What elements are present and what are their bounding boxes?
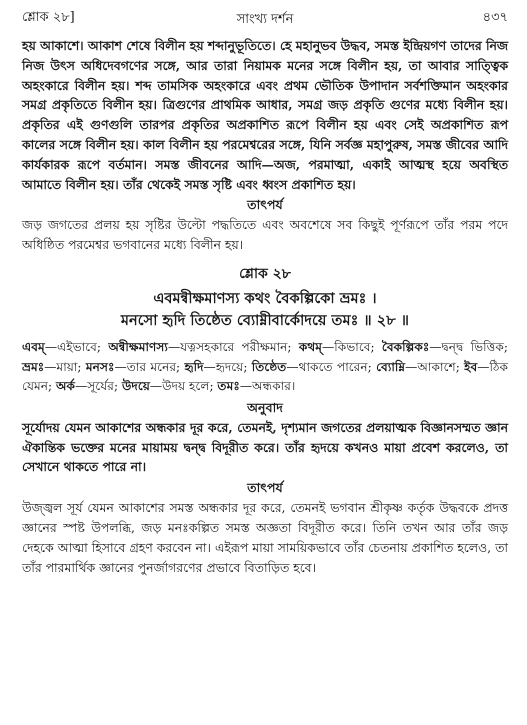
synonym-meaning: —থাকতে পারেন; bbox=[286, 359, 377, 374]
synonym-meaning: —তার মনের; bbox=[114, 359, 185, 374]
synonym-word: অন্বীক্ষমাণস্য bbox=[108, 339, 168, 354]
purport-heading: তাৎপর্য bbox=[247, 197, 283, 213]
page-header bbox=[22, 8, 508, 30]
purport-text: জড় জগতের প্রলয় হয় সৃষ্টির উল্টো পদ্ধতিতে এবং অবশেষে সব কিছুই পূর্ণরূপে তাঁর পরম পদে অধিষ্ঠিত পরমেশ্বর ভগবানের মধ্যে বিলীন হয়। bbox=[22, 217, 508, 253]
purport-text: উজ্জ্বল সূর্য যেমন আকাশের সমস্ত অন্ধকার দূর করে, তেমনই ভগবান শ্রীকৃষ্ণ কর্তৃক উদ্ধবকে প্রদত্ত জ্ঞানের স্পষ্ট উপলব্ধি, জড় মনঃকল্পিত সমস্ত অজ্ঞতা বিদূরীত করে। তিনি তখন আর তাঁর জড় দেহকে আত্মা হিসাবে গ্রহণ করবেন না। এইরূপ মায়া সাময়িকভাবে তাঁর চেতনায় প্রকাশিত হলেও, তা তাঁর পারমার্থিক জ্ঞানের পুনর্জাগরণের প্রভাবে বিতাড়িত হবে। bbox=[22, 500, 508, 575]
verse-line-1: এবমন্বীক্ষমাণস্য কথং বৈকল্পিকো ভ্রমঃ । bbox=[153, 289, 377, 307]
translation-continued: হয় আকাশে। আকাশ শেষে বিলীন হয় শব্দানুভূতিতে। হে মহানুভব উদ্ধব, সমস্ত ইন্দ্রিয়গণ তাদের নিজ নিজ উৎস অধিদেবগণের সঙ্গে, আর তারা নিয়ামক মনের সঙ্গে বিলীন হয়, তা আবার সাত্ত্বিক অহংকারে বিলীন হয়। শব্দ তামসিক অহংকারে এবং প্রথম ভৌতিক উপাদান সর্বশক্তিমান অহংকার সমগ্র প্রকৃতিতে বিলীন হয়। ত্রিগুণের প্রাথমিক আধার, সমগ্র জড় প্রকৃতি গুণের মধ্যে বিলীন হয়। প্রকৃতির এই গুণগুলি তারপর প্রকৃতির অপ্রকাশিত রূপে বিলীন হয় এবং সেই অপ্রকাশিত রূপ কালের সঙ্গে বিলীন হয়। কাল বিলীন হয় পরমেশ্বরের সঙ্গে, যিনি সর্বজ্ঞ মহাপুরুষ, সমস্ত জীবের আদি কার্যকারক রূপে বর্তমান। সমস্ত জীবনের আদি—অজ, পরমাত্মা, একাই আত্মস্থ হয়ে অবস্থিত আমাতে বিলীন হয়। তাঁর থেকেই সমস্ত সৃষ্টি এবং ধ্বংস প্রকাশিত হয়। bbox=[22, 38, 508, 192]
header-chapter-title: সাংখ্য দর্শন bbox=[236, 12, 294, 27]
translation-heading: অনুবাদ bbox=[247, 399, 283, 415]
synonym-word: তমঃ bbox=[217, 379, 240, 394]
synonym-meaning: —এইভাবে; bbox=[44, 339, 109, 354]
synonym-meaning: —দ্বন্দ্ব ভিত্তিক; bbox=[429, 339, 508, 354]
synonym-word: হৃদি bbox=[184, 359, 204, 374]
synonym-word: অর্ক bbox=[56, 379, 76, 394]
book-page bbox=[22, 8, 508, 577]
verse-title: শ্লোক ২৮ bbox=[239, 265, 291, 282]
verse-line-2: মনসো হৃদি তিষ্ঠেত ব্যোম্নীবার্কোদয়ে তমঃ ॥ ২৮ ॥ bbox=[120, 311, 410, 329]
synonym-word: ইব bbox=[464, 359, 478, 374]
word-synonyms bbox=[22, 338, 508, 397]
synonym-meaning: —হৃদয়ে; bbox=[203, 359, 252, 374]
synonym-word: উদয়ে bbox=[121, 379, 150, 394]
synonym-meaning: —উদয় হলে; bbox=[149, 379, 218, 394]
synonym-word: ভ্রমঃ bbox=[22, 359, 45, 374]
synonym-meaning: —ঠিক যেমন; bbox=[22, 359, 508, 394]
synonym-word: কথম্ bbox=[298, 339, 323, 354]
synonym-word: মনসঃ bbox=[85, 359, 115, 374]
synonym-word: বৈকল্পিকঃ bbox=[381, 339, 430, 354]
synonym-meaning: —আকাশে; bbox=[405, 359, 465, 374]
synonym-meaning: —কিভাবে; bbox=[322, 339, 382, 354]
purport-heading: তাৎপর্য bbox=[247, 480, 283, 496]
synonym-meaning: —সূর্যের; bbox=[75, 379, 122, 394]
synonym-word: ব্যোম্নি bbox=[376, 359, 406, 374]
synonym-meaning: —অন্ধকার। bbox=[239, 379, 296, 394]
translation-text: সূর্যোদয় যেমন আকাশের অন্ধকার দূর করে, তেমনই, দৃশ্যমান জগতের প্রলয়াত্মক বিজ্ঞানসম্মত জ্ঞান ঐকান্তিক ভক্তের মনের মায়াময় দ্বন্দ্ব বিদূরীত করে। তাঁর হৃদয়ে কখনও মায়া প্রবেশ করলেও, তা সেখানে থাকতে পারে না। bbox=[22, 419, 508, 475]
synonym-word: তিষ্ঠেত bbox=[251, 359, 287, 374]
synonym-meaning: —যত্নসহকারে পরীক্ষমান; bbox=[167, 339, 299, 354]
header-page-number: ৪৩৭ bbox=[482, 10, 508, 25]
synonym-meaning: —মায়া; bbox=[44, 359, 86, 374]
header-verse-ref: শ্লোক ২৮] bbox=[22, 10, 75, 25]
synonym-word: এবম্ bbox=[22, 339, 45, 354]
